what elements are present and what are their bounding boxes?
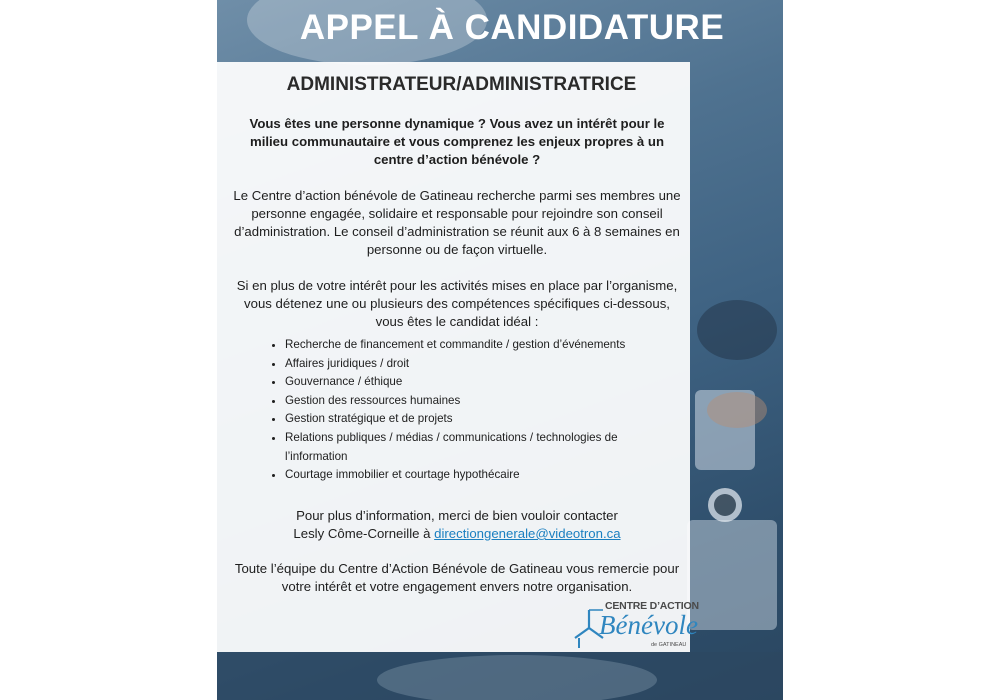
intro-text: Vous êtes une personne dynamique ? Vous avez un intérêt pour le milieu communautaire et vous comprenez les enjeux propres à un centre d’action bénévole ? — [249, 116, 665, 167]
contact-block — [231, 507, 683, 543]
list-item: • Recherche de financement et commandite / gestion d’événements — [285, 336, 665, 355]
organization-logo — [573, 598, 699, 650]
description-text: Le Centre d’action bénévole de Gatineau recherche parmi ses membres une personne engagée, solidaire et responsable pour rejoindre son conseil d’administration. Le conseil d’administration se réunit aux 6 à 8 semaines en personne ou de façon virtuelle. — [233, 188, 681, 257]
background-cup-inside — [714, 494, 736, 516]
logo-line-1: CENTRE D’ACTION — [605, 600, 699, 612]
logo-line-2: Bénévole — [599, 610, 698, 640]
contact-email-link[interactable]: directiongenerale@videotron.ca — [434, 526, 621, 541]
contact-line: Pour plus d’information, merci de bien vouloir contacter — [296, 508, 618, 523]
background-hand — [707, 392, 767, 428]
list-item: • Affaires juridiques / droit — [285, 355, 665, 374]
logo-line-3: de GATINEAU — [651, 642, 687, 648]
contact-name: Lesly Côme-Corneille à — [293, 526, 435, 541]
skills-list — [271, 336, 665, 485]
list-item: • Gestion des ressources humaines — [285, 392, 665, 411]
page-title: APPEL À CANDIDATURE — [299, 8, 725, 47]
background-keyboard — [687, 520, 777, 630]
content-panel — [217, 62, 699, 652]
position-title: ADMINISTRATEUR/ADMINISTRATRICE — [286, 74, 637, 95]
list-item: • Gouvernance / éthique — [285, 373, 665, 392]
thanks-text: Toute l’équipe du Centre d’Action Bénévole de Gatineau vous remercie pour votre intérêt et votre engagement envers notre organisation. — [234, 561, 680, 594]
list-item: • Gestion stratégique et de projets — [285, 410, 665, 429]
list-item: • Relations publiques / médias / communications / technologies de l’information — [285, 429, 665, 466]
background-blur-2 — [697, 300, 777, 360]
skills-lead-text: Si en plus de votre intérêt pour les activités mises en place par l’organisme, vous détenez une ou plusieurs des compétences spécifiques ci-dessous, vous êtes le candidat idéal : — [236, 278, 678, 329]
list-item: • Courtage immobilier et courtage hypothécaire — [285, 466, 665, 485]
poster — [217, 0, 783, 700]
contact-person — [231, 525, 683, 543]
